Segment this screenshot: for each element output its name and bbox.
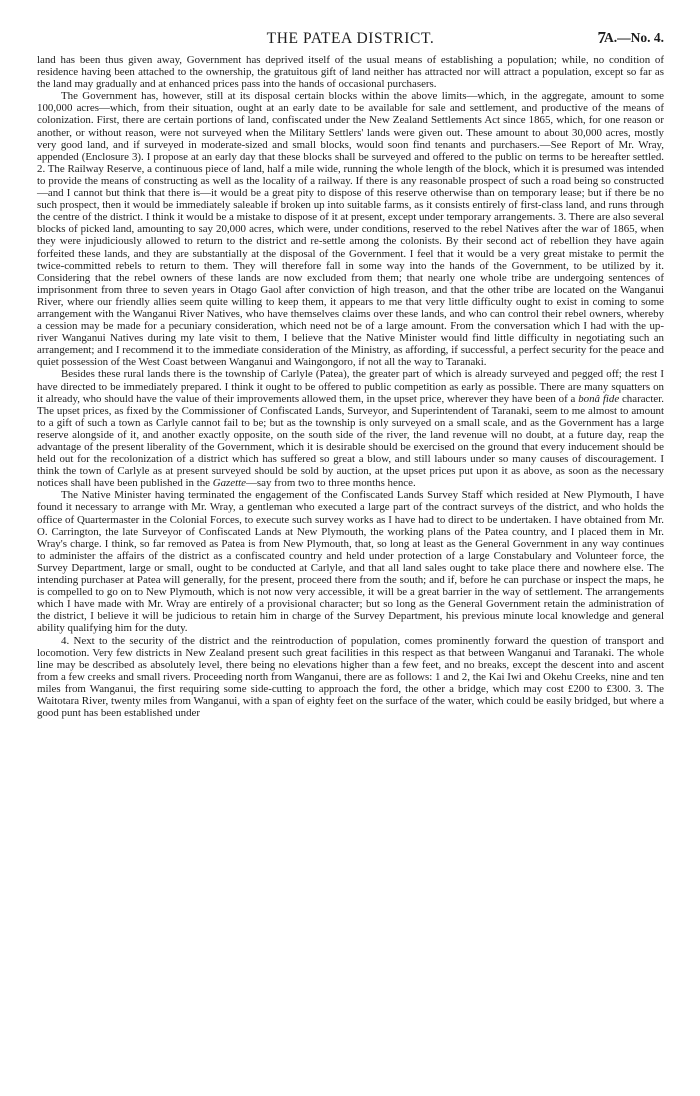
paragraph-government-blocks: [37, 90, 664, 368]
paragraph-text: land has been thus given away, Government has deprived itself of the usual means of establishing a population; while, no condition of residence having been attached to the ownership, the gratuitous gift of land neither has attracted nor will attract a population, except so far as the land may gradually and at enhanced prices pass into the hands of occasional purchasers.: [37, 54, 664, 91]
paragraph-text: —say from two to three months hence.: [246, 477, 416, 490]
body-text: [37, 54, 664, 719]
paragraph-survey-staff: [37, 489, 664, 634]
paragraph-land-given-away: [37, 54, 664, 90]
paragraph-text: Besides these rural lands there is the township of Carlyle (Patea), the greater part of which is already surveyed and pegged off; the rest I have directed to be immediately prepared. I think it ought to be offered to public competition as early as possible. There are many squatters on it already, who should have the value of their improvements allowed them, in the upset price, wherever they have been of a: [37, 368, 664, 405]
paragraph-text: The Government has, however, still at its disposal certain blocks within the above limits—which, in the aggregate, amount to some 100,000 acres—which, from their situation, ought at an early date to be available for sale and settlement, and productive of the means of colonization. First, there are certain portions of land, confiscated under the New Zealand Settlements Act since 1865, which, for one reason or another, or without reason, were not surveyed when the Military Settlers' lands were given out. These amount to about 30,000 acres, mostly very good land, and if surveyed in moderate-sized and small blocks, would soon find tenants and purchasers.—See Report of Mr. Wray, appended (Enclosure 3). I propose at an early day that these blocks shall be surveyed and offered to the public on terms to be hereafter settled. 2. The Railway Reserve, a continuous piece of land, half a mile wide, running the whole length of the block, which it is presumed was intended to provide the means of constructing as well as the locality of a railway. If there is any reasonable prospect of such a road being so constructed—and I cannot but think that there is—it would be a great pity to dispose of this reserve otherwise than on temporary lease; but if there be no such prospect, then it would be immediately saleable if broken up into suitable farms, as it consists entirely of first-class land, and runs through the centre of the district. I think it would be a mistake to dispose of it at present, except under temporary arrangements. 3. There are also several blocks of picked land, amounting to say 20,000 acres, which were, under conditions, reserved to the rebel Natives after the war of 1865, when they were injudiciously allowed to return to the district and re-settle among the colonists. By their second act of rebellion they have again forfeited these lands, and they are substantially at the disposal of the Government. I feel that it would be a very great mistake to permit the twice-committed rebels to return to them. They will therefore fall in some way into the hands of the Government, to be utilized by it. Considering that the rebel owners of these lands are now excluded from them; that nearly one whole tribe are undergoing sentences of imprisonment from three to seven years in Otago Gaol after conviction of high treason, and that the other tribe are located on the Wanganui River, where our friendly allies seem quite willing to keep them, it appears to me that very little difficulty ought to exist in coming to some arrangement with the Wanganui River Natives, who have themselves claims over these lands, and who can control their rebel owners, whereby a cession may be made for a pecuniary consideration, which need not be of a large amount. From the conversation which I had with the up-river Wanganui Natives during my late visit to them, I believe that the Native Minister would find little difficulty in negotiating such an arrangement; and I recommend it to the immediate consideration of the Ministry, as affording, if successful, a perfect security for the peace and quiet possession of the West Coast between Wanganui and Waingongoro, if not all the way to Taranaki.: [37, 90, 665, 369]
paragraph-text: character. The upset prices, as fixed by the Commissioner of Confiscated Lands, Surveyor, and Superintendent of Taranaki, seem to me almost to amount to a gift of such a town as Carlyle cannot fail to be; but as the township is only surveyed on a small scale, and as the Government has a large reserve alongside of it, and another exactly opposite, on the south side of the river, the land revenue will no doubt, at a future day, reap the advantage of the present liberality of the Government, which it is desirable should be exercised on the ground that every inducement should be held out for the recolonization of a district which has suffered so great a blow, and still labours under so many causes of discouragement. I think the town of Carlyle as at present surveyed should be sold by auction, at the upset prices put upon it as above, as soon as the necessary notices shall have been published in the: [37, 392, 664, 490]
paragraph-text: The Native Minister having terminated the engagement of the Confiscated Lands Survey Staff which resided at New Plymouth, I have found it necessary to arrange with Mr. Wray, a gentleman who executed a large part of the contract surveys of the district, and who holds the office of Quartermaster in the Colonial Forces, to execute such survey works as I have had to direct to be undertaken. I have obtained from Mr. O. Carrington, the late Surveyor of Confiscated Lands at New Plymouth, the working plans of the Patea country, and I placed them in Mr. Wray's charge. I think, so far removed as Patea is from New Plymouth, that, so long at least as the General Government in any way continues to administer the affairs of the district as a confiscated country and held under protection of a large Constabulary and Volunteer force, the Survey Department, large or small, ought to be conducted at Carlyle, and that all land sales ought to take place there and nowhere else. The intending purchaser at Patea will generally, for the present, proceed there from the south; and if, before he can purchase or inspect the maps, he is compelled to go on to New Plymouth, which is not now very accessible, it will be a great barrier in the way of settlement. The arrangements which I have made with Mr. Wray are entirely of a provisional character; but so long as the General Government retain the administration of the district, I believe it will be judicious to retain him in charge of the Survey Department, his previous minute local knowledge and general ability qualifying him for the duty.: [37, 489, 664, 635]
paragraph-carlyle-township: [37, 368, 664, 489]
document-reference: A.—No. 4.: [604, 30, 664, 45]
page-header: [37, 22, 664, 54]
italic-term: bonâ fide: [578, 392, 620, 405]
running-title: THE PATEA DISTRICT.: [266, 30, 435, 47]
italic-gazette: Gazette: [212, 477, 246, 490]
paragraph-transport: [37, 635, 664, 720]
paragraph-text: 4. Next to the security of the district and the reintroduction of population, comes prominently forward the question of transport and locomotion. Very few districts in New Zealand present such great facilities in this respect as that between Wanganui and Taranaki. The whole line may be described as absolutely level, there being no elevations higher than a few feet, and no breaks, except the descent into and ascent from a few creeks and small rivers. Proceeding north from Wanganui, there are as follows: 1 and 2, the Kai Iwi and Okehu Creeks, nine and ten miles from Wanganui, the first requiring some side-cutting to approach the ford, the other a bridge, which may cost £200 to £300. 3. The Waitotara River, twenty miles from Wanganui, with a span of eighty feet on the surface of the water, which could be easily bridged, but where a good punt has been established under: [37, 634, 664, 720]
page-number: 7: [597, 28, 606, 47]
